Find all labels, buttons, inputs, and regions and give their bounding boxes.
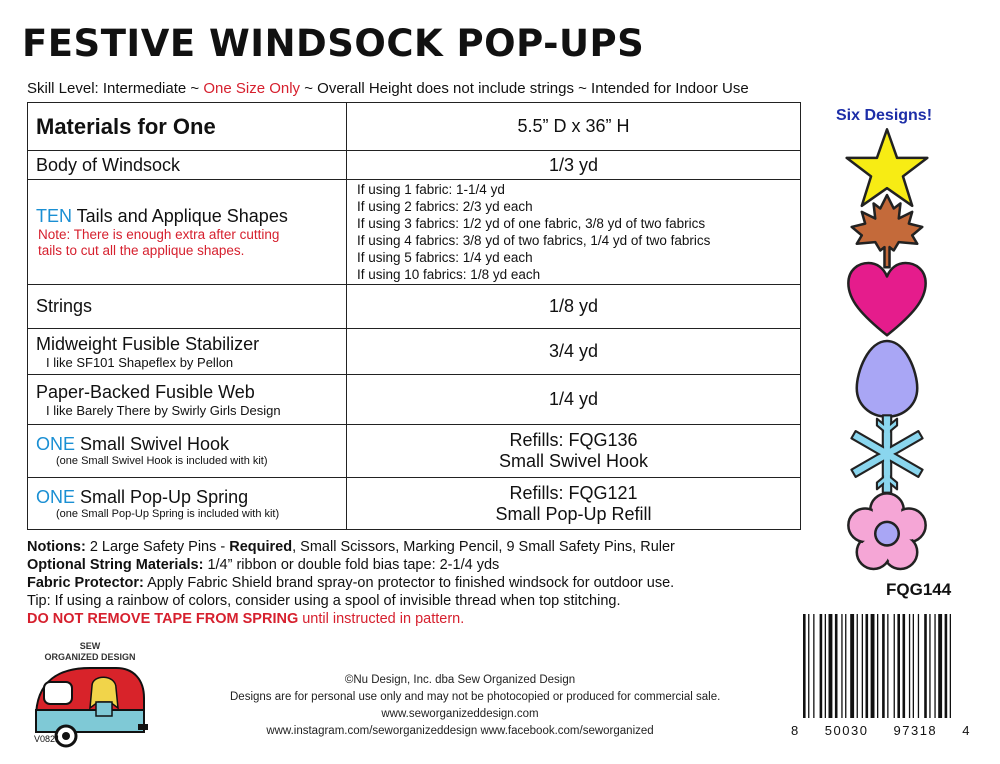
table-cell bbox=[347, 329, 801, 375]
materials-table bbox=[27, 102, 801, 530]
table-cell bbox=[28, 103, 347, 151]
spring-refill-name: Small Pop-Up Refill bbox=[495, 503, 652, 524]
barcode-digit-group: 97318 bbox=[893, 723, 938, 738]
notes-section bbox=[27, 538, 675, 628]
website-link[interactable]: www.seworganizeddesign.com bbox=[381, 708, 539, 720]
notions-label: Notions: bbox=[27, 539, 86, 555]
hook-refill-name: Small Swivel Hook bbox=[498, 451, 649, 471]
table-row bbox=[28, 103, 801, 151]
hook-note: (one Small Swivel Hook is included with kit) bbox=[56, 455, 268, 467]
size-text: One Size Only bbox=[203, 80, 301, 97]
materials-header: Materials for One bbox=[36, 113, 216, 139]
barcode-number bbox=[791, 723, 971, 738]
notions-text-a: 2 Large Safety Pins - bbox=[85, 539, 230, 555]
egg-icon bbox=[845, 336, 929, 420]
table-cell bbox=[347, 103, 801, 151]
optional-label: Optional String Materials: bbox=[27, 557, 204, 573]
notions-text-b: , Small Scissors, Marking Pencil, 9 Small Safety Pins, Ruler bbox=[292, 539, 675, 555]
table-cell bbox=[28, 285, 347, 329]
skill-level-line bbox=[27, 80, 749, 97]
protector-text: Apply Fabric Shield brand spray-on protector to finished windsock for outdoor use. bbox=[143, 575, 675, 591]
skill-level-text: Skill Level: Intermediate ~ bbox=[27, 80, 204, 97]
hook-label-line bbox=[36, 434, 338, 455]
spring-refill: Refills: FQG121 bbox=[509, 482, 638, 503]
barcode-digit-group: 50030 bbox=[824, 723, 869, 738]
fabric-option: If using 10 fabrics: 1/8 yd each bbox=[357, 267, 541, 282]
fusible-web-value: 1/4 yd bbox=[548, 389, 599, 409]
table-cell bbox=[28, 180, 347, 285]
table-row bbox=[28, 425, 801, 478]
fabric-option: If using 3 fabrics: 1/2 yd of one fabric, 3/8 yd of two fabrics bbox=[357, 216, 706, 231]
hook-label: Small Swivel Hook bbox=[75, 434, 230, 454]
optional-text: 1/4” ribbon or double fold bias tape: 2-1/4 yds bbox=[203, 557, 500, 573]
hook-count: ONE bbox=[36, 434, 76, 454]
fabric-option: If using 1 fabric: 1-1/4 yd bbox=[357, 182, 505, 197]
warning-rest: until instructed in pattern. bbox=[298, 611, 465, 627]
table-cell bbox=[347, 285, 801, 329]
product-code: FQG144 bbox=[886, 580, 952, 599]
strings-value: 1/8 yd bbox=[548, 296, 599, 316]
table-row bbox=[28, 375, 801, 425]
spring-note: (one Small Pop-Up Spring is included with kit) bbox=[56, 507, 280, 520]
logo-line-2: ORGANIZED DESIGN bbox=[44, 652, 136, 662]
copyright: ©Nu Design, Inc. dba Sew Organized Design bbox=[344, 674, 576, 686]
heart-icon bbox=[845, 258, 929, 342]
logo-text bbox=[34, 641, 146, 663]
table-cell bbox=[347, 478, 801, 530]
barcode-icon bbox=[797, 614, 969, 732]
protector-line bbox=[27, 574, 675, 592]
table-cell bbox=[28, 478, 347, 530]
table-row bbox=[28, 180, 801, 285]
social-links[interactable]: www.instagram.com/seworganizeddesign www.facebook.com/seworganized bbox=[266, 725, 654, 737]
tails-note-line-1: Note: There is enough extra after cutting bbox=[38, 226, 280, 242]
body-label: Body of Windsock bbox=[36, 154, 181, 175]
table-row bbox=[28, 151, 801, 180]
tails-label: Tails and Applique Shapes bbox=[72, 205, 288, 226]
tails-count: TEN bbox=[36, 205, 72, 226]
flower-icon bbox=[845, 490, 929, 574]
body-value: 1/3 yd bbox=[548, 154, 599, 175]
usage-text: ~ Overall Height does not include strings ~ Intended for Indoor Use bbox=[300, 80, 749, 97]
disclaimer: Designs are for personal use only and may not be photocopied or produced for commercial sale. bbox=[230, 691, 721, 703]
fabric-option: If using 4 fabrics: 3/8 yd of two fabrics, 1/4 yd of two fabrics bbox=[357, 233, 711, 248]
snowflake-icon bbox=[845, 412, 929, 496]
protector-label: Fabric Protector: bbox=[27, 575, 144, 591]
barcode-digit-group: 4 bbox=[962, 723, 971, 738]
table-cell bbox=[28, 151, 347, 180]
table-row bbox=[28, 329, 801, 375]
fusible-web-note: I like Barely There by Swirly Girls Design bbox=[46, 402, 281, 418]
tails-label-line bbox=[36, 206, 338, 227]
table-cell bbox=[28, 425, 347, 478]
footer bbox=[230, 672, 721, 740]
table-cell bbox=[347, 375, 801, 425]
spring-label-line bbox=[36, 487, 338, 508]
logo-line-1: SEW bbox=[79, 641, 101, 651]
fabric-option: If using 5 fabrics: 1/4 yd each bbox=[357, 250, 533, 265]
notions-required: Required bbox=[229, 539, 293, 555]
version-code: V0821 bbox=[34, 734, 61, 744]
table-cell bbox=[347, 151, 801, 180]
spring-label: Small Pop-Up Spring bbox=[75, 486, 249, 507]
table-row bbox=[28, 285, 801, 329]
spring-count: ONE bbox=[36, 486, 76, 507]
table-row bbox=[28, 478, 801, 530]
table-cell bbox=[347, 180, 801, 285]
strings-label: Strings bbox=[36, 296, 93, 316]
warning-bold: DO NOT REMOVE TAPE FROM SPRING bbox=[27, 611, 299, 627]
barcode-digit-group: 8 bbox=[791, 723, 800, 738]
six-designs-heading: Six Designs! bbox=[836, 107, 933, 124]
notions-line bbox=[27, 538, 675, 556]
optional-line bbox=[27, 556, 675, 574]
table-cell bbox=[28, 375, 347, 425]
table-cell bbox=[28, 329, 347, 375]
hook-refill: Refills: FQG136 bbox=[509, 430, 638, 450]
fabric-option: If using 2 fabrics: 2/3 yd each bbox=[357, 199, 533, 214]
stabilizer-value: 3/4 yd bbox=[548, 341, 599, 361]
table-cell bbox=[347, 425, 801, 478]
warning-line bbox=[27, 610, 675, 628]
fusible-web-label: Paper-Backed Fusible Web bbox=[36, 381, 255, 402]
tip-line: Tip: If using a rainbow of colors, consider using a spool of invisible thread when top stitching. bbox=[27, 593, 621, 609]
tails-note-line-2: tails to cut all the applique shapes. bbox=[38, 242, 245, 258]
stabilizer-label: Midweight Fusible Stabilizer bbox=[36, 333, 260, 354]
page-title: FESTIVE WINDSOCK POP-UPS bbox=[22, 22, 645, 65]
size-header: 5.5” D x 36” H bbox=[517, 116, 630, 136]
stabilizer-note: I like SF101 Shapeflex by Pellon bbox=[46, 354, 234, 370]
